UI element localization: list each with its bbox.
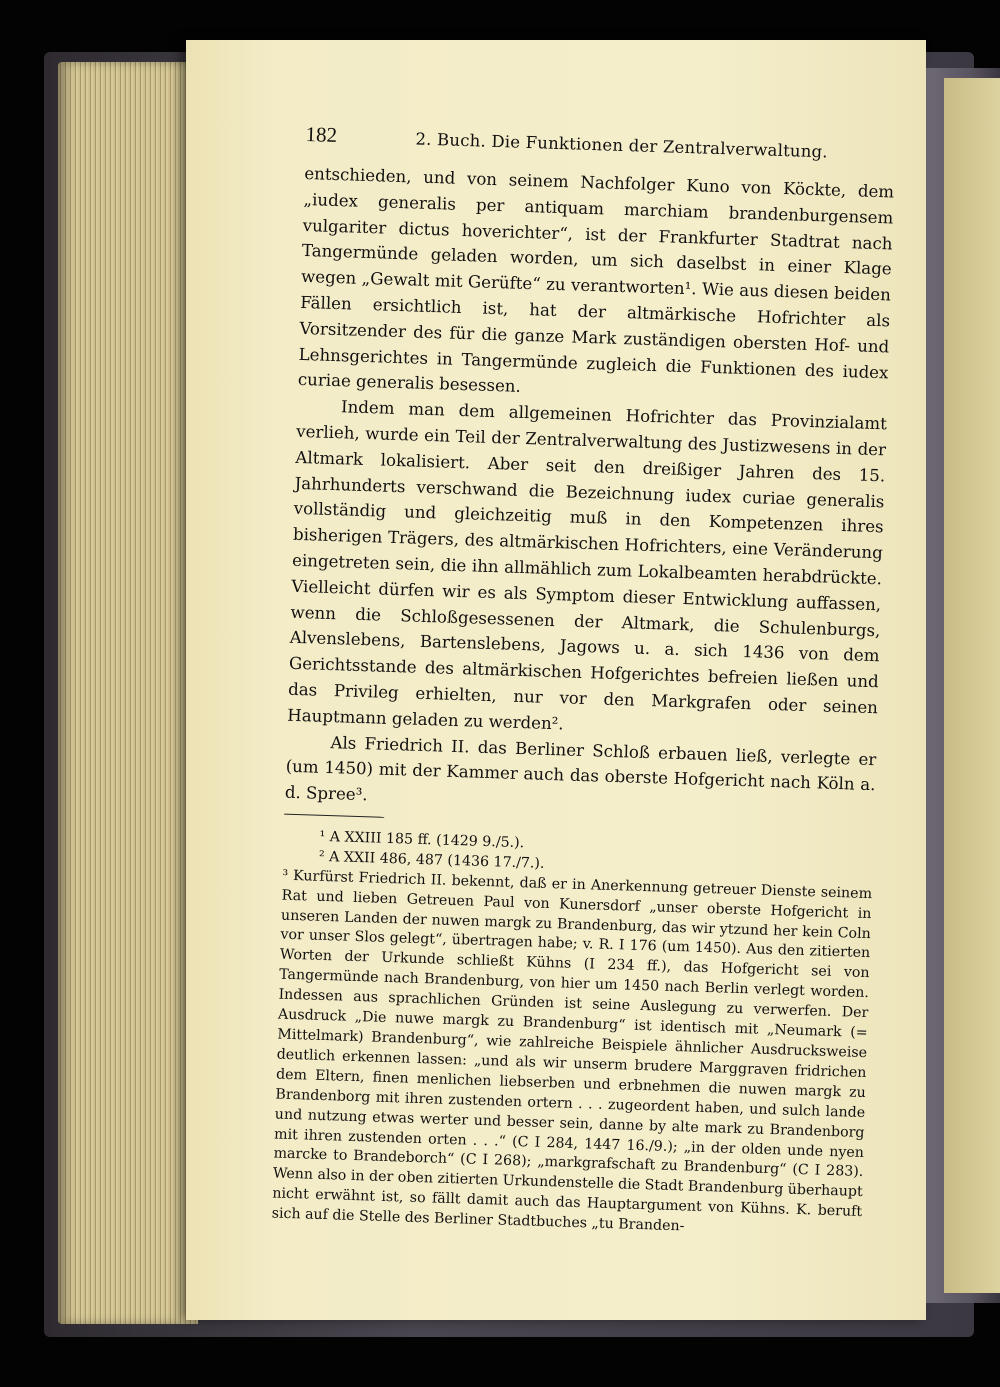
paragraph-1: entschieden, und von seinem Nachfolger Kuno von Köckte, dem „iudex generalis per antiquam marchiam brandenburgensem vulgariter dictus hoverichter“, ist der Frankfurter Stadtrat nach Tangermünde geladen worden, um sich daselbst in einer Klage wegen „Gewalt mit Gerüfte“ zu verantworten¹. Wie aus diesen beiden Fällen ersichtlich ist, hat der altmärkische Hofrichter als Vorsitzender des für die ganze Mark zuständigen obersten Hof- und Lehnsgerichtes in Tangermünde zugleich die Funktionen des iudex curiae generalis besessen. — [297, 163, 895, 397]
footnote-2: ² A XXII 486, 487 (1436 17./7.). — [318, 848, 545, 872]
page-header — [305, 122, 895, 166]
footnote-3: ³ Kurfürst Friedrich II. bekennt, daß er in Anerkennung getreuer Dienste seinem Rat und lieben Getreuen Paul von Kunersdorf „unser oberste Hofgericht in unseren Landen der nuwen margk zu Brandenburg, das wir ytzund her kein Coln vor unser Slos gelegt“, übertragen habe; v. R. I 176 (um 1450). Aus den zitierten Worten der Urkunde schließt Kühns (I 234 ff.), das Hofgericht sei von Tangermünde nach Brandenburg, von hier um 1450 nach Berlin verlegt worden. Indessen aus sprachlichen Gründen ist seine Auslegung zu verwerfen. Der Ausdruck „Die nuwe margk zu Brandenburg“ ist identisch mit „Neumark (= Mittelmark) Brandenburg“, wie zahlreiche Beispiele ähnlicher Ausdrucksweise deutlich erkennen lassen: „und als wir unserm brudere Marggraven fridrichen dem Eltern, finen menlichen liebserben und erbnehmen die nuwen margk zu Brandenborg mit ihren zustenden ortern . . . zugeordent haben, und sulch lande und nutzung etwas werter und besser sein, danne by alte mark zu Brandenborg mit ihren zustenden orten . . .“ (C I 284, 1447 16./9.); „in der olden unde nyen marcke to Brandeborch“ (C I 268); „markgrafschaft zu Brandenburg“ (C I 283). Wenn also in der oben zitierten Urkundenstelle die Stadt Brandenburg überhaupt nicht erwähnt ist, so fällt damit auch das Hauptargument von Kühns. K. beruft sich auf die Stelle des Berliner Stadtbuches „tu Branden- — [271, 867, 873, 1235]
footnote-rule — [284, 814, 384, 818]
footnote-1: ¹ A XXIII 185 ff. (1429 9./5.). — [319, 828, 525, 852]
next-page-edge — [944, 78, 1000, 1293]
footnotes — [271, 827, 873, 1243]
paragraph-3: Als Friedrich II. das Berliner Schloß erbauen ließ, verlegte er (um 1450) mit der Kammer auch das oberste Hofgericht nach Köln a. d. Spree³. — [284, 732, 877, 805]
page-number: 182 — [305, 122, 338, 147]
body-text — [285, 161, 895, 824]
paragraph-2: Indem man dem allgemeinen Hofrichter das Provinzialamt verlieh, wurde ein Teil der Zentralverwaltung des Justizwesens in der Altmark lokalisiert. Aber seit den dreißiger Jahren des 15. Jahrhunderts verschwand die Bezeichnung iudex curiae generalis vollständig und gleichzeitig muß in den Kompetenzen ihres bisherigen Trägers, des altmärkischen Hofrichters, eine Veränderung eingetreten sein, die ihn allmählich zum Lokalbeamten herabdrückte. Vielleicht dürfen wir es als Symptom dieser Entwicklung auffassen, wenn die Schloßgesessenen der Altmark, die Schulenburgs, Alvenslebens, Bartenslebens, Jagows u. a. sich 1436 von dem Gerichtsstande des altmärkischen Hofgerichtes befreien ließen und das Privileg erhielten, nur vor den Markgrafen oder seinen Hauptmann geladen zu werden². — [287, 397, 888, 734]
book-page — [186, 40, 926, 1320]
page-content — [271, 122, 895, 1243]
running-head: 2. Buch. Die Funktionen der Zentralverwaltung. — [415, 129, 829, 162]
page-stack-edges — [58, 62, 198, 1324]
